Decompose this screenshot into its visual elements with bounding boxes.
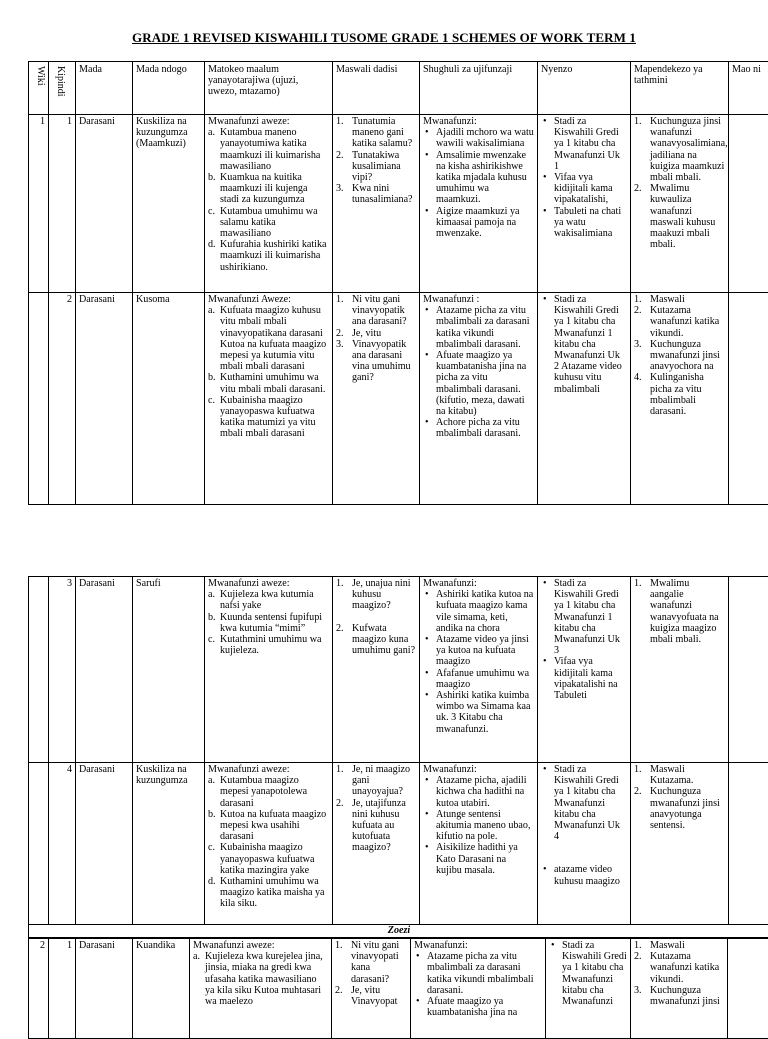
maswali-item: 3. Kwa nini tunasalimiana? xyxy=(352,183,416,205)
mada-ndogo-cell: Sarufi xyxy=(133,577,205,763)
mapendekezo-cell xyxy=(631,293,729,505)
nyenzo-list xyxy=(554,578,627,701)
shughuli-item: • Aisikilize hadithi ya Kato Darasani na kujibu masala. xyxy=(436,842,534,876)
shughuli-item: • Afuate maagizo ya kuambatanisha jina na xyxy=(427,996,542,1018)
shughuli-item: • Atazame picha za vitu mbalimbali za darasani katika vikundi mbalimbali darasani. xyxy=(427,951,542,996)
maswali-item: 1. Ni vitu gani vinavyopatik ana darasani? xyxy=(352,294,416,328)
maswali-item: 2. Je, utajifunza nini kuhusu kufuata au kutofuata maagizo? xyxy=(352,798,416,854)
mada-ndogo-cell: Kuskiliza na kuzungumza xyxy=(133,763,205,925)
nyenzo-item: • Stadi za Kiswahili Gredi ya 1 kitabu cha Mwanafunzi kitabu cha Mwanafunzi Uk 4 xyxy=(554,764,627,842)
mapendekezo-item: 1. Kuchunguza jinsi wanafunzi wanavyosalimiana, jadiliana na kuigiza maamkuzi mbali mbali. xyxy=(650,116,725,183)
nyenzo-item: • Stadi za Kiswahili Gredi ya 1 kitabu cha Mwanafunzi Uk 1 xyxy=(554,116,627,172)
nyenzo-cell xyxy=(538,577,631,763)
mapendekezo-cell xyxy=(631,577,729,763)
mada-ndogo-cell: Kusoma xyxy=(133,293,205,505)
shughuli-item: • Ashiriki katika kuimba wimbo wa Simama kaa uk. 3 Kitabu cha mwanafunzi. xyxy=(436,690,534,735)
matokeo-item: c. Kutambua umuhimu wa salamu katika mawasiliano xyxy=(220,206,329,240)
wiki-cell: 2 xyxy=(29,939,49,1039)
maswali-cell xyxy=(333,577,420,763)
matokeo-item: b. Kutoa na kufuata maagizo mepesi kwa usahihi darasani xyxy=(220,809,329,843)
nyenzo-cell xyxy=(538,115,631,293)
nyenzo-item: • Vifaa vya kidijitali kama vipakatalishi na Tabuleti xyxy=(554,656,627,701)
header-maswali: Maswali dadisi xyxy=(333,62,420,115)
maoni-cell xyxy=(729,115,768,293)
matokeo-list xyxy=(220,127,329,273)
maswali-item: 1. Ni vitu gani vinavyopati kana darasani? xyxy=(351,940,407,985)
scheme-table-page1 xyxy=(28,61,768,505)
maswali-list xyxy=(352,764,416,854)
shughuli-intro: Mwanafunzi: xyxy=(414,940,542,951)
mapendekezo-item: 3. Kuchunguza mwanafunzi jinsi xyxy=(650,985,724,1007)
matokeo-cell xyxy=(205,293,333,505)
shughuli-intro: Mwanafunzi: xyxy=(423,116,534,127)
shughuli-intro: Mwanafunzi : xyxy=(423,294,534,305)
matokeo-item: a. Kutambua maagizo mepesi yanapotolewa darasani xyxy=(220,775,329,809)
header-shughuli: Shughuli za ujifunzaji xyxy=(420,62,538,115)
shughuli-item: • Achore picha za vitu mbalimbali darasani. xyxy=(436,417,534,439)
shughuli-list xyxy=(436,127,534,239)
maswali-list xyxy=(352,294,416,384)
matokeo-cell xyxy=(205,763,333,925)
matokeo-list xyxy=(220,305,329,439)
nyenzo-item: • Stadi za Kiswahili Gredi ya 1 kitabu cha Mwanafunzi 1 kitabu cha Mwanafunzi Uk 2 Atazame video kuhusu vitu mbalimbali xyxy=(554,294,627,395)
maoni-cell xyxy=(729,293,768,505)
wiki-cell xyxy=(29,293,49,505)
shughuli-list xyxy=(427,951,542,1018)
matokeo-item: a. Kujieleza kwa kutumia nafsi yake xyxy=(220,589,329,611)
header-maoni: Mao ni xyxy=(729,62,768,115)
header-nyenzo: Nyenzo xyxy=(538,62,631,115)
shughuli-item: • Aigize maamkuzi ya kimaasai pamoja na mwenzake. xyxy=(436,206,534,240)
nyenzo-list xyxy=(562,940,627,1007)
maswali-list xyxy=(352,116,416,206)
zoezi-label: Zoezi xyxy=(29,925,768,938)
matokeo-item: c. Kubainisha maagizo yanayopaswa kufuatwa katika matumizi ya vitu mbali mbali darasani xyxy=(220,395,329,440)
shughuli-item: • Atazame picha, ajadili kichwa cha hadithi na kutoa utabiri. xyxy=(436,775,534,809)
maswali-list xyxy=(351,940,407,1007)
mada-cell: Darasani xyxy=(76,577,133,763)
zoezi-row xyxy=(29,925,768,938)
matokeo-item: c. Kubainisha maagizo yanayopaswa kufuatwa katika mazingira yake xyxy=(220,842,329,876)
document-title: GRADE 1 REVISED KISWAHILI TUSOME GRADE 1 SCHEMES OF WORK TERM 1 xyxy=(0,30,768,46)
matokeo-intro: Mwanafunzi aweze: xyxy=(208,764,329,775)
maswali-cell xyxy=(333,293,420,505)
table-row xyxy=(29,293,768,505)
kipindi-cell: 2 xyxy=(49,293,76,505)
maswali-item: 1. Tunatumia maneno gani katika salamu? xyxy=(352,116,416,150)
maswali-item: 2. Tunatakiwa kusalimiana vipi? xyxy=(352,150,416,184)
nyenzo-list xyxy=(554,294,627,395)
shughuli-cell xyxy=(420,293,538,505)
matokeo-list xyxy=(220,775,329,909)
header-mapendekezo: Mapendekezo ya tathmini xyxy=(631,62,729,115)
maswali-list xyxy=(352,578,416,656)
matokeo-item: a. Kutambua maneno yanayotumiwa katika maamkuzi ili kuimarisha mawasiliano xyxy=(220,127,329,172)
header-mada: Mada xyxy=(76,62,133,115)
maswali-cell xyxy=(333,763,420,925)
mapendekezo-list xyxy=(650,578,725,645)
wiki-cell xyxy=(29,763,49,925)
shughuli-cell xyxy=(420,763,538,925)
maoni-cell xyxy=(729,763,768,925)
table-row xyxy=(29,763,768,925)
mapendekezo-item: 1. Mwalimu aangalie wanafunzi wanavyofuata na kuigiza maagizo mbali mbali. xyxy=(650,578,725,645)
matokeo-cell xyxy=(205,115,333,293)
mapendekezo-list xyxy=(650,940,724,1007)
kipindi-cell: 1 xyxy=(49,115,76,293)
header-row xyxy=(29,62,768,115)
nyenzo-item: • Stadi za Kiswahili Gredi ya 1 kitabu cha Mwanafunzi kitabu cha Mwanafunzi xyxy=(562,940,627,1007)
shughuli-list xyxy=(436,589,534,735)
shughuli-item: • Afuate maagizo ya kuambatanisha jina na picha za vitu mbalimbali darasani. (kifutio, meza, dawati na kitabu) xyxy=(436,350,534,417)
mada-ndogo-cell: Kuskiliza na kuzungumza (Maamkuzi) xyxy=(133,115,205,293)
mapendekezo-item: 3. Kuchunguza mwanafunzi jinsi anavyochora na xyxy=(650,339,725,373)
mada-ndogo-cell: Kuandika xyxy=(133,939,190,1039)
mapendekezo-item: 2. Kutazama wanafunzi katika vikundi. xyxy=(650,305,725,339)
maswali-item: 2. Kufwata maagizo kuna umuhimu gani? xyxy=(352,623,416,657)
shughuli-item: • Atazame picha za vitu mbalimbali za darasani katika vikundi mbalimbali darasani. xyxy=(436,305,534,350)
header-wiki: Wiki xyxy=(29,62,49,115)
shughuli-cell xyxy=(420,115,538,293)
matokeo-intro: Mwanafunzi aweze: xyxy=(208,116,329,127)
mapendekezo-list xyxy=(650,294,725,417)
shughuli-item: • Ashiriki katika kutoa na kufuata maagizo kama vile simama, keti, andika na chora xyxy=(436,589,534,634)
maswali-item: 2. Je, vitu xyxy=(352,328,416,339)
nyenzo-item: • Tabuleti na chati ya watu wakisalimiana xyxy=(554,206,627,240)
shughuli-list xyxy=(436,775,534,876)
header-mada-ndogo: Mada ndogo xyxy=(133,62,205,115)
shughuli-intro: Mwanafunzi: xyxy=(423,764,534,775)
mada-cell: Darasani xyxy=(76,115,133,293)
matokeo-intro: Mwanafunzi aweze: xyxy=(193,940,328,951)
shughuli-item: • Atunge sentensi akitumia maneno ubao, kifutio na pole. xyxy=(436,809,534,843)
nyenzo-list xyxy=(554,116,627,239)
mada-cell: Darasani xyxy=(76,293,133,505)
nyenzo-cell xyxy=(538,763,631,925)
maswali-cell xyxy=(333,115,420,293)
scheme-table-page2 xyxy=(28,576,768,938)
shughuli-item: • Amsalimie mwenzake na kisha ashirikishwe katika mjadala kuhusu umuhimu wa maamkuzi. xyxy=(436,150,534,206)
nyenzo-list xyxy=(554,764,627,887)
matokeo-item: a. Kufuata maagizo kuhusu vitu mbali mbali vinavyopatikana darasani Kutoa na kufuata maagizo mepesi ya kutumia vitu mbali mbali darasani xyxy=(220,305,329,372)
mapendekezo-item: 1. Maswali xyxy=(650,294,725,305)
nyenzo-item: • Vifaa vya kidijitali kama vipakatalishi, xyxy=(554,172,627,206)
mapendekezo-item: 1. Maswali Kutazama. xyxy=(650,764,725,786)
matokeo-list xyxy=(205,951,328,1007)
matokeo-item: b. Kuamkua na kuitika maamkuzi ili kujenga stadi za kuzungumza xyxy=(220,172,329,206)
table-row xyxy=(29,115,768,293)
matokeo-item: b. Kuthamini umuhimu wa vitu mbali mbali darasani. xyxy=(220,372,329,394)
nyenzo-item: • atazame video kuhusu maagizo xyxy=(554,864,627,886)
matokeo-item: b. Kuunda sentensi fupifupi kwa kutumia “mimi” xyxy=(220,612,329,634)
matokeo-list xyxy=(220,589,329,656)
matokeo-item: a. Kujieleza kwa kurejelea jina, jinsia, miaka na gredi kwa ufasaha katika mawasiliano ya kila siku Kutoa muhtasari wa maelezo xyxy=(205,951,328,1007)
maswali-item: 1. Je, unajua nini kuhusu maagizo? xyxy=(352,578,416,612)
kipindi-cell: 3 xyxy=(49,577,76,763)
shughuli-item: • Afafanue umuhimu wa maagizo xyxy=(436,668,534,690)
matokeo-item: d. Kuthamini umuhimu wa maagizo katika maisha ya kila siku. xyxy=(220,876,329,910)
mapendekezo-item: 4. Kulinganisha picha za vitu mbalimbali darasani. xyxy=(650,372,725,417)
shughuli-item: • Atazame video ya jinsi ya kutoa na kufuata maagizo xyxy=(436,634,534,668)
mapendekezo-cell xyxy=(631,115,729,293)
header-matokeo: Matokeo maalum yanayotarajiwa (ujuzi, uwezo, mtazamo) xyxy=(205,62,333,115)
mada-cell: Darasani xyxy=(76,763,133,925)
shughuli-item: • Ajadili mchoro wa watu wawili wakisalimiana xyxy=(436,127,534,149)
maswali-item: 1. Je, ni maagizo gani unayoyajua? xyxy=(352,764,416,798)
wiki-cell: 1 xyxy=(29,115,49,293)
mada-cell: Darasani xyxy=(76,939,133,1039)
matokeo-cell xyxy=(205,577,333,763)
mapendekezo-item: 1. Maswali xyxy=(650,940,724,951)
maoni-cell xyxy=(729,577,768,763)
shughuli-intro: Mwanafunzi: xyxy=(423,578,534,589)
mapendekezo-item: 2. Mwalimu kuwauliza wanafunzi maswali kuhusu maakuzi mbali mbali. xyxy=(650,183,725,250)
mapendekezo-item: 2. Kutazama wanafunzi katika vikundi. xyxy=(650,951,724,985)
kipindi-cell: 4 xyxy=(49,763,76,925)
maswali-item: 3. Vinavyopatik ana darasani vina umuhimu gani? xyxy=(352,339,416,384)
mapendekezo-item: 2. Kuchunguza mwanafunzi jinsi anavyotunga sentensi. xyxy=(650,786,725,831)
nyenzo-item: • Stadi za Kiswahili Gredi ya 1 kitabu cha Mwanafunzi 1 kitabu cha Mwanafunzi Uk 3 xyxy=(554,578,627,656)
table-row xyxy=(29,577,768,763)
header-kipindi: Kipindi xyxy=(49,62,76,115)
mapendekezo-list xyxy=(650,764,725,831)
shughuli-cell xyxy=(420,577,538,763)
mapendekezo-cell xyxy=(631,763,729,925)
matokeo-item: d. Kufurahia kushiriki katika maamkuzi ili kuimarisha ushirikiano. xyxy=(220,239,329,273)
matokeo-intro: Mwanafunzi Aweze: xyxy=(208,294,329,305)
maswali-item: 2. Je, vitu Vinavyopat xyxy=(351,985,407,1007)
nyenzo-cell xyxy=(538,293,631,505)
mapendekezo-list xyxy=(650,116,725,250)
kipindi-cell: 1 xyxy=(49,939,76,1039)
wiki-cell xyxy=(29,577,49,763)
matokeo-item: c. Kutathmini umuhimu wa kujieleza. xyxy=(220,634,329,656)
shughuli-list xyxy=(436,305,534,439)
matokeo-intro: Mwanafunzi aweze: xyxy=(208,578,329,589)
